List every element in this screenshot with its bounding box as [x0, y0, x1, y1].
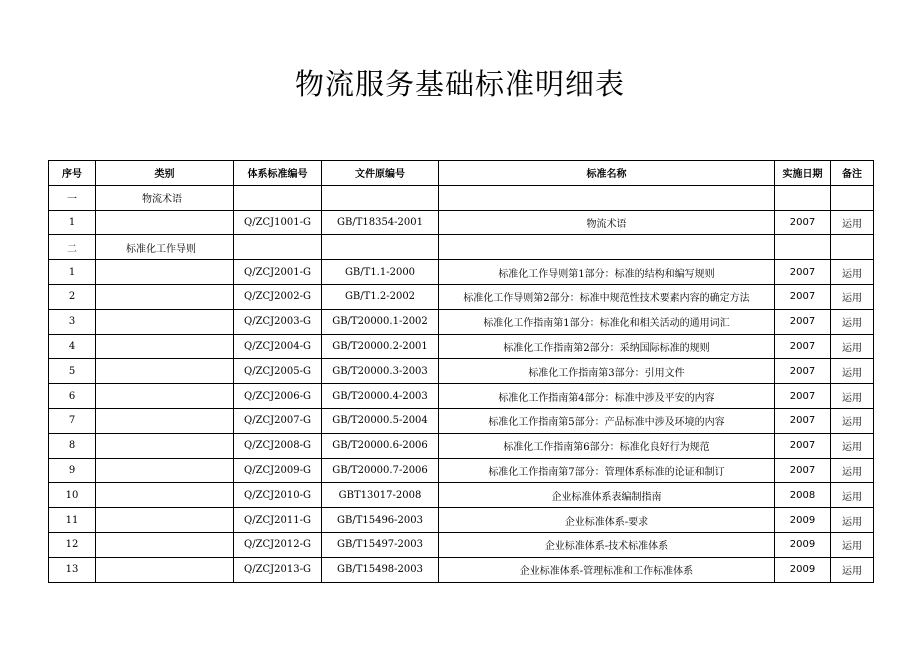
row-system-code: Q/ZCJ2007-G	[234, 408, 322, 433]
row-system-code: Q/ZCJ2010-G	[234, 483, 322, 508]
row-category	[96, 408, 234, 433]
row-category	[96, 532, 234, 557]
row-original-code: GB/T20000.2-2001	[322, 334, 439, 359]
row-original-code: GB/T20000.1-2002	[322, 309, 439, 334]
row-category	[96, 508, 234, 533]
row-system-code	[234, 235, 322, 260]
row-note: 运用	[831, 483, 874, 508]
row-no: 6	[49, 384, 96, 409]
row-category	[96, 359, 234, 384]
row-date: 2007	[775, 309, 831, 334]
row-no: 13	[49, 557, 96, 582]
header-note: 备注	[831, 161, 874, 186]
row-no: 8	[49, 433, 96, 458]
table-row	[49, 284, 874, 309]
row-system-code: Q/ZCJ2012-G	[234, 532, 322, 557]
row-system-code: Q/ZCJ2013-G	[234, 557, 322, 582]
row-system-code: Q/ZCJ2006-G	[234, 384, 322, 409]
row-date: 2009	[775, 557, 831, 582]
header-no: 序号	[49, 161, 96, 186]
row-note: 运用	[831, 557, 874, 582]
row-standard-name	[439, 185, 775, 210]
row-standard-name: 企业标准体系-技术标准体系	[439, 532, 775, 557]
row-note: 运用	[831, 384, 874, 409]
row-category	[96, 557, 234, 582]
row-date: 2007	[775, 384, 831, 409]
row-note: 运用	[831, 210, 874, 235]
row-date: 2007	[775, 408, 831, 433]
header-standard-name: 标准名称	[439, 161, 775, 186]
row-standard-name: 标准化工作导则第1部分：标准的结构和编写规则	[439, 260, 775, 285]
row-note: 运用	[831, 508, 874, 533]
row-date	[775, 235, 831, 260]
row-date: 2007	[775, 210, 831, 235]
row-category	[96, 210, 234, 235]
row-standard-name: 企业标准体系表编制指南	[439, 483, 775, 508]
row-note: 运用	[831, 334, 874, 359]
row-date: 2009	[775, 532, 831, 557]
row-date: 2007	[775, 458, 831, 483]
row-no: 4	[49, 334, 96, 359]
row-standard-name: 标准化工作指南第3部分：引用文件	[439, 359, 775, 384]
row-system-code	[234, 185, 322, 210]
row-system-code: Q/ZCJ2009-G	[234, 458, 322, 483]
row-original-code	[322, 235, 439, 260]
row-no: 9	[49, 458, 96, 483]
row-standard-name: 标准化工作指南第4部分：标准中涉及平安的内容	[439, 384, 775, 409]
table-row	[49, 260, 874, 285]
standards-table	[48, 160, 874, 583]
row-category	[96, 260, 234, 285]
table-body	[49, 185, 874, 582]
row-system-code: Q/ZCJ2004-G	[234, 334, 322, 359]
table-row	[49, 508, 874, 533]
row-no: 7	[49, 408, 96, 433]
table-row	[49, 557, 874, 582]
row-note: 运用	[831, 532, 874, 557]
row-date: 2007	[775, 260, 831, 285]
row-original-code: GB/T20000.4-2003	[322, 384, 439, 409]
row-system-code: Q/ZCJ2001-G	[234, 260, 322, 285]
row-standard-name: 标准化工作导则第2部分：标准中规范性技术要素内容的确定方法	[439, 284, 775, 309]
row-note	[831, 185, 874, 210]
row-note: 运用	[831, 309, 874, 334]
table-row	[49, 309, 874, 334]
row-system-code: Q/ZCJ2005-G	[234, 359, 322, 384]
page-title: 物流服务基础标准明细表	[294, 67, 625, 101]
row-standard-name	[439, 235, 775, 260]
table-row	[49, 483, 874, 508]
row-no: 1	[49, 260, 96, 285]
row-category	[96, 309, 234, 334]
table-row	[49, 408, 874, 433]
row-category	[96, 483, 234, 508]
row-note: 运用	[831, 284, 874, 309]
row-date: 2007	[775, 284, 831, 309]
header-row	[49, 161, 874, 186]
row-original-code: GB/T15497-2003	[322, 532, 439, 557]
row-original-code: GB/T20000.6-2006	[322, 433, 439, 458]
row-no: 3	[49, 309, 96, 334]
row-original-code: GB/T15496-2003	[322, 508, 439, 533]
row-category	[96, 433, 234, 458]
row-system-code: Q/ZCJ2011-G	[234, 508, 322, 533]
header-system-code: 体系标准编号	[234, 161, 322, 186]
row-date: 2009	[775, 508, 831, 533]
row-note: 运用	[831, 433, 874, 458]
row-original-code: GB/T20000.5-2004	[322, 408, 439, 433]
row-date: 2007	[775, 334, 831, 359]
table-row	[49, 433, 874, 458]
row-note: 运用	[831, 359, 874, 384]
header-original-code: 文件原编号	[322, 161, 439, 186]
header-category: 类别	[96, 161, 234, 186]
row-standard-name: 标准化工作指南第2部分：采纳国际标准的规则	[439, 334, 775, 359]
row-category: 标准化工作导则	[96, 235, 234, 260]
row-note	[831, 235, 874, 260]
row-no: 一	[49, 185, 96, 210]
row-date: 2007	[775, 433, 831, 458]
row-date: 2007	[775, 359, 831, 384]
row-note: 运用	[831, 458, 874, 483]
row-standard-name: 企业标准体系-管理标准和工作标准体系	[439, 557, 775, 582]
table-row	[49, 532, 874, 557]
group-row	[49, 185, 874, 210]
row-note: 运用	[831, 408, 874, 433]
row-original-code: GB/T1.2-2002	[322, 284, 439, 309]
row-system-code: Q/ZCJ2008-G	[234, 433, 322, 458]
row-no: 5	[49, 359, 96, 384]
row-standard-name: 企业标准体系-要求	[439, 508, 775, 533]
row-no: 11	[49, 508, 96, 533]
row-original-code	[322, 185, 439, 210]
row-no: 10	[49, 483, 96, 508]
row-standard-name: 标准化工作指南第1部分：标准化和相关活动的通用词汇	[439, 309, 775, 334]
row-no: 12	[49, 532, 96, 557]
row-original-code: GBT13017-2008	[322, 483, 439, 508]
group-row	[49, 235, 874, 260]
row-standard-name: 物流术语	[439, 210, 775, 235]
table-row	[49, 458, 874, 483]
row-note: 运用	[831, 260, 874, 285]
row-original-code: GB/T20000.3-2003	[322, 359, 439, 384]
row-no: 1	[49, 210, 96, 235]
table-row	[49, 359, 874, 384]
row-category	[96, 384, 234, 409]
row-original-code: GB/T15498-2003	[322, 557, 439, 582]
row-category	[96, 458, 234, 483]
row-standard-name: 标准化工作指南第5部分：产品标准中涉及环境的内容	[439, 408, 775, 433]
table-row	[49, 210, 874, 235]
row-system-code: Q/ZCJ2002-G	[234, 284, 322, 309]
row-original-code: GB/T1.1-2000	[322, 260, 439, 285]
row-no: 二	[49, 235, 96, 260]
row-date	[775, 185, 831, 210]
row-system-code: Q/ZCJ2003-G	[234, 309, 322, 334]
table-row	[49, 334, 874, 359]
row-date: 2008	[775, 483, 831, 508]
table-row	[49, 384, 874, 409]
row-category	[96, 284, 234, 309]
header-date: 实施日期	[775, 161, 831, 186]
row-standard-name: 标准化工作指南第7部分：管理体系标准的论证和制订	[439, 458, 775, 483]
row-no: 2	[49, 284, 96, 309]
row-standard-name: 标准化工作指南第6部分：标准化良好行为规范	[439, 433, 775, 458]
row-category: 物流术语	[96, 185, 234, 210]
row-system-code: Q/ZCJ1001-G	[234, 210, 322, 235]
row-category	[96, 334, 234, 359]
row-original-code: GB/T18354-2001	[322, 210, 439, 235]
row-original-code: GB/T20000.7-2006	[322, 458, 439, 483]
